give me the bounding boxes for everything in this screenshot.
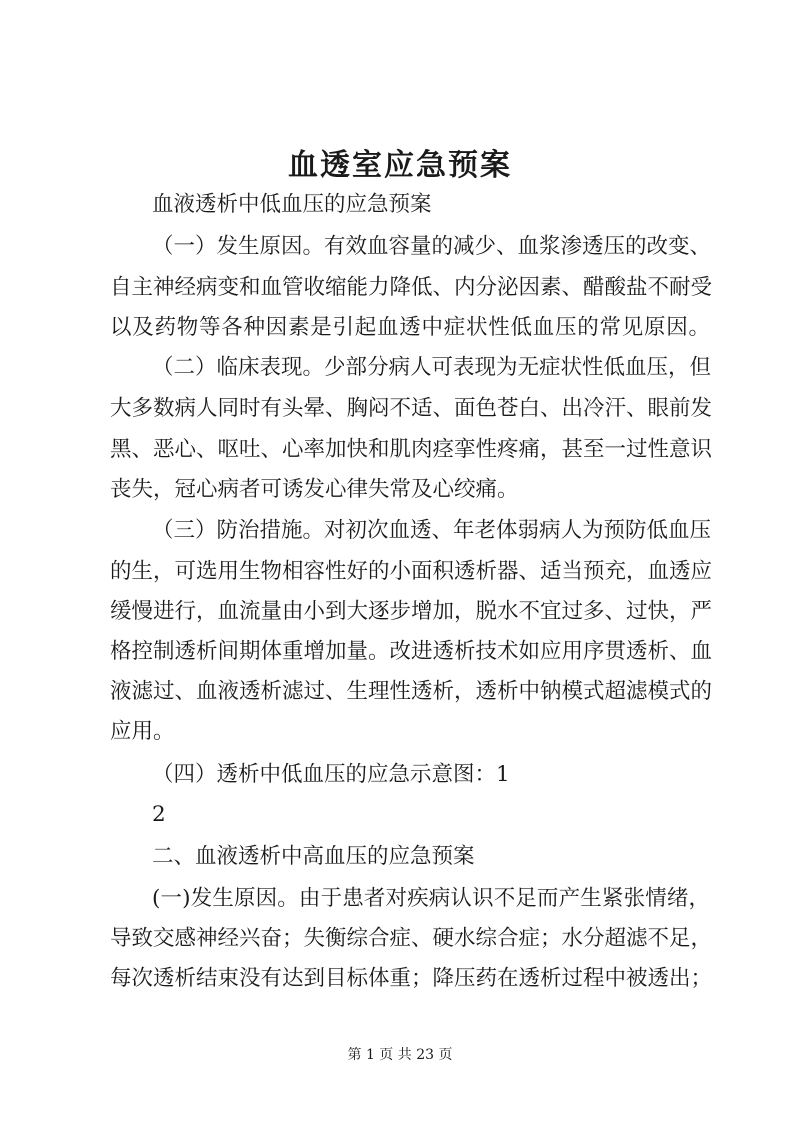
paragraph-line: 液滤过、血液透析滤过、生理性透析，透析中钠模式超滤模式的	[110, 679, 713, 704]
paragraph-line: 黑、恶心、呕吐、心率加快和肌肉痉挛性疼痛，甚至一过性意识	[110, 437, 713, 462]
paragraph-line: 每次透析结束没有达到目标体重；降压药在透析过程中被透出；	[110, 966, 713, 991]
paragraph-line: （一）发生原因。有效血容量的减少、血浆渗透压的改变、	[152, 234, 712, 259]
paragraph-line: （三）防治措施。对初次血透、年老体弱病人为预防低血压	[152, 518, 712, 543]
paragraph-line: 以及药物等各种因素是引起血透中症状性低血压的常见原因。	[110, 315, 710, 340]
paragraph-line: 2	[152, 802, 166, 827]
section-heading: 二、血液透析中高血压的应急预案	[152, 844, 475, 869]
section-heading: 血液透析中低血压的应急预案	[152, 192, 432, 217]
page-footer: 第 1 页 共 23 页	[347, 1047, 453, 1063]
paragraph-line: (一)发生原因。由于患者对疾病认识不足而产生紧张情绪，	[152, 886, 710, 911]
paragraph-line: 丧失，冠心病者可诱发心律失常及心绞痛。	[110, 477, 519, 502]
paragraph-line: 格控制透析间期体重增加量。改进透析技术如应用序贯透析、血	[110, 639, 713, 664]
paragraph-line: 自主神经病变和血管收缩能力降低、内分泌因素、醋酸盐不耐受	[110, 275, 713, 300]
paragraph-line: 缓慢进行，血流量由小到大逐步增加，脱水不宜过多、过快，严	[110, 599, 713, 624]
page-title: 血透室应急预案	[288, 148, 512, 183]
paragraph-line: （二）临床表现。少部分病人可表现为无症状性低血压，但	[152, 355, 712, 380]
paragraph-line: 的生，可选用生物相容性好的小面积透析器、适当预充，血透应	[110, 559, 713, 584]
paragraph-line: （四）透析中低血压的应急示意图：1	[152, 762, 510, 787]
paragraph-line: 大多数病人同时有头晕、胸闷不适、面色苍白、出冷汗、眼前发	[110, 396, 713, 421]
paragraph-line: 应用。	[110, 719, 175, 744]
paragraph-line: 导致交感神经兴奋；失衡综合症、硬水综合症；水分超滤不足，	[110, 926, 713, 951]
